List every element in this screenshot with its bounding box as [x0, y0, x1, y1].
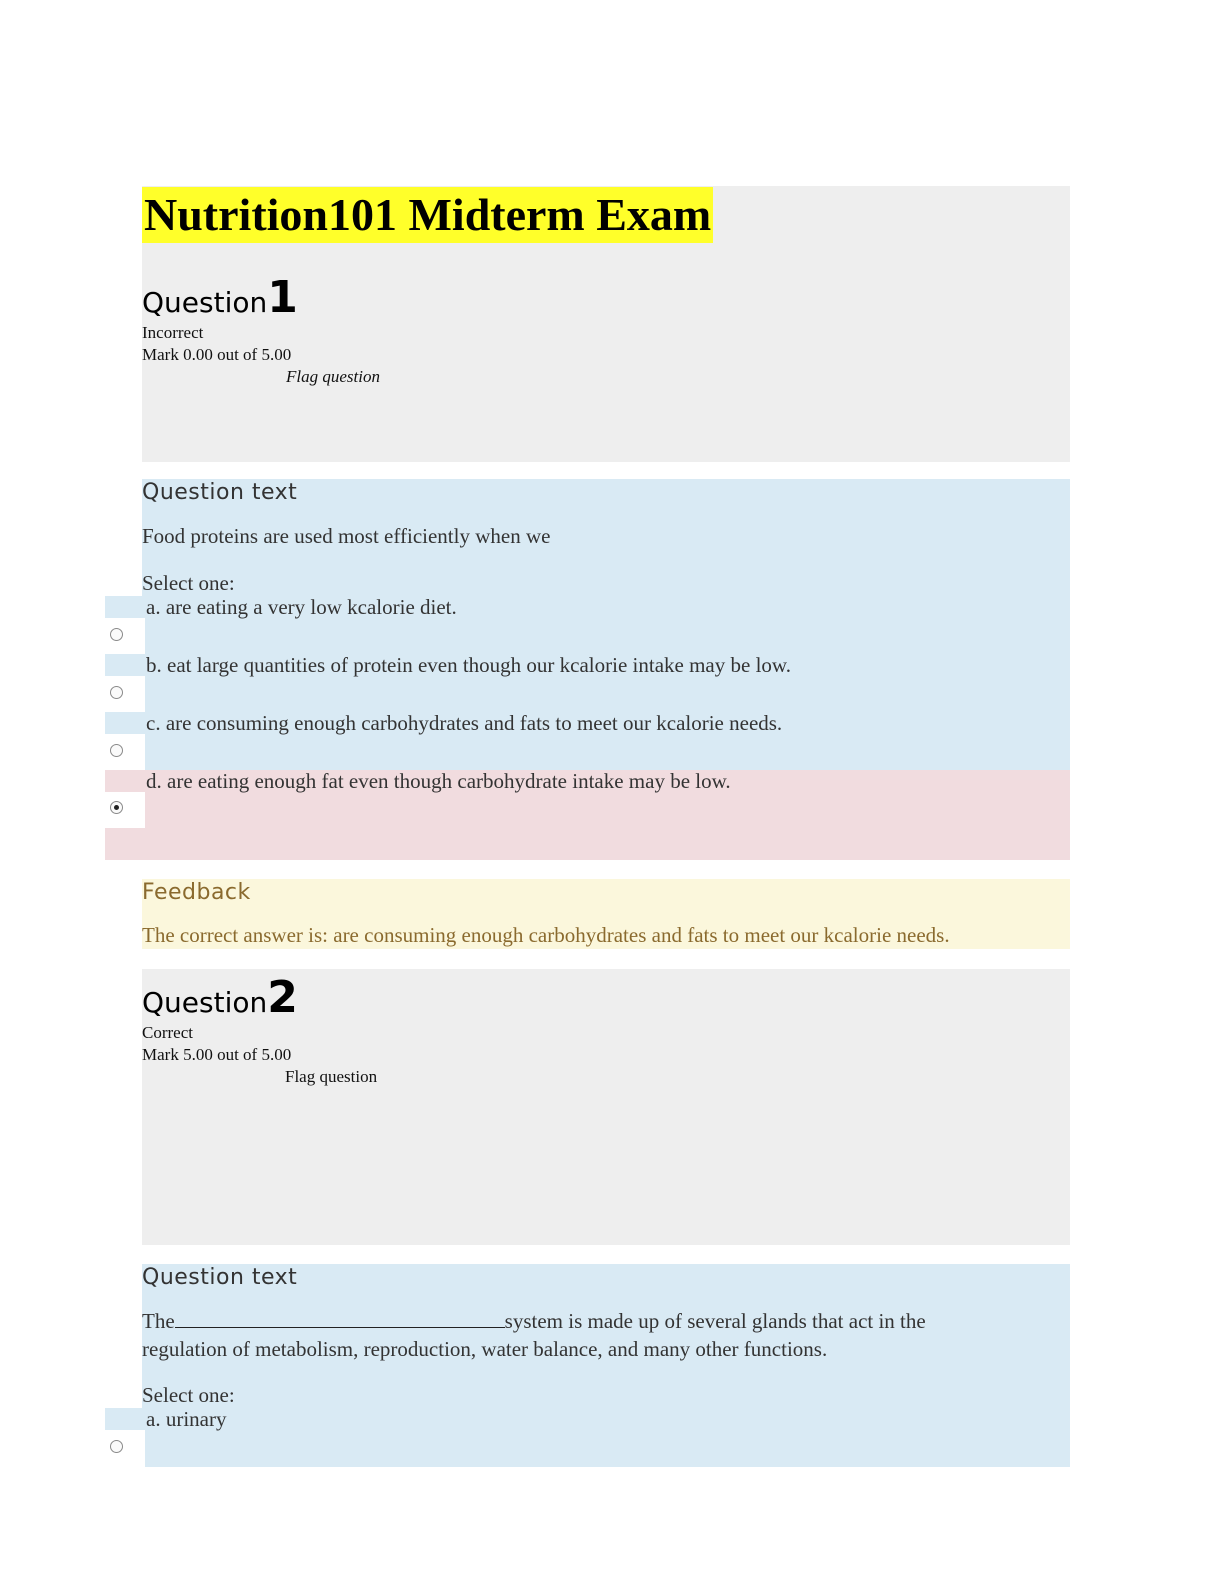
- option-marker-tab: [105, 654, 145, 676]
- option-c-label[interactable]: c. are consuming enough carbohydrates and fats to meet our kcalorie needs.: [146, 711, 783, 735]
- select-one-label: Select one:: [142, 1383, 235, 1407]
- option-a-radio[interactable]: [110, 1440, 123, 1453]
- question-state: Correct: [142, 1023, 193, 1042]
- question-mark: Mark 5.00 out of 5.00: [142, 1045, 292, 1064]
- option-c-radio[interactable]: [110, 744, 123, 757]
- option-d-radio[interactable]: [110, 801, 123, 814]
- option-marker-tab: [105, 596, 145, 618]
- option-a-label[interactable]: a. urinary: [146, 1407, 227, 1431]
- question-2-heading: [142, 972, 298, 1023]
- question-state: Incorrect: [142, 323, 204, 342]
- feedback-text: The correct answer is: are consuming enough carbohydrates and fats to meet our kcalorie needs.: [142, 923, 950, 947]
- option-a-label[interactable]: a. are eating a very low kcalorie diet.: [146, 595, 457, 619]
- question-1-heading: [142, 272, 298, 323]
- question-number: 1: [267, 272, 298, 323]
- flag-question-link[interactable]: Flag question: [285, 1067, 378, 1086]
- exam-title: Nutrition101 Midterm Exam: [142, 187, 713, 243]
- question-mark: Mark 0.00 out of 5.00: [142, 345, 292, 364]
- option-d-label[interactable]: d. are eating enough fat even though carbohydrate intake may be low.: [146, 769, 731, 793]
- question-text-heading: Question text: [142, 1265, 298, 1290]
- question-text-heading: Question text: [142, 480, 298, 505]
- question-text-after: system is made up of several glands that act in the: [504, 1309, 926, 1333]
- feedback-heading: Feedback: [142, 880, 251, 905]
- question-label: Question: [142, 986, 268, 1019]
- question-text-before: The: [142, 1309, 175, 1333]
- question-text: [142, 1308, 926, 1335]
- question-label: Question: [142, 286, 268, 319]
- fill-in-blank: [175, 1309, 505, 1328]
- option-marker-tab: [105, 712, 145, 734]
- question-text-line2: regulation of metabolism, reproduction, water balance, and many other functions.: [142, 1337, 828, 1361]
- question-2-text-panel: [142, 1264, 1070, 1467]
- option-a-radio[interactable]: [110, 628, 123, 641]
- flag-question-link[interactable]: Flag question: [286, 367, 380, 386]
- option-b-radio[interactable]: [110, 686, 123, 699]
- option-marker-tab: [105, 1408, 145, 1430]
- question-number: 2: [267, 972, 298, 1023]
- select-one-label: Select one:: [142, 571, 235, 595]
- option-b-label[interactable]: b. eat large quantities of protein even though our kcalorie intake may be low.: [146, 653, 791, 677]
- question-text: Food proteins are used most efficiently when we: [142, 524, 551, 548]
